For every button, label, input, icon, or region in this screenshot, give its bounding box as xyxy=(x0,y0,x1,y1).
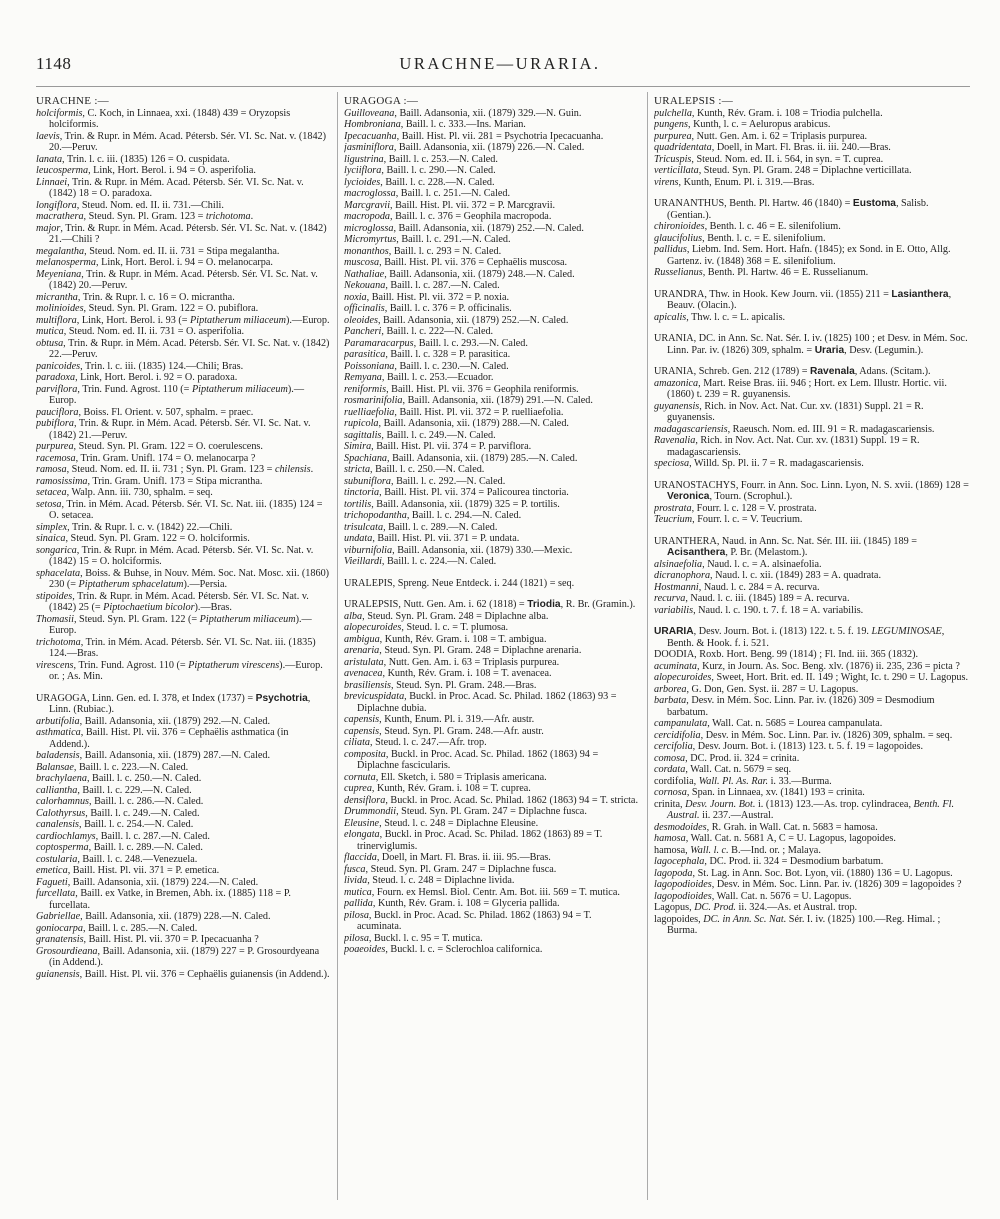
dictionary-entry: pungens, Kunth, l. c. = Aeluropus arabicus. xyxy=(654,119,831,130)
dictionary-entry: goniocarpa, Baill. l. c. 285.—N. Caled. xyxy=(36,922,198,934)
dictionary-entry: macropoda, Baill. l. c. 376 = Geophila macropoda. xyxy=(344,211,552,222)
dictionary-entry: apicalis, Thw. l. c. = L. apicalis. xyxy=(654,311,786,323)
dictionary-entry: Russelianus, Benth. Pl. Hartw. 46 = E. Russelianum. xyxy=(654,267,869,278)
dictionary-entry: mutica, Steud. Nom. ed. II. ii. 731 = O. asperifolia. xyxy=(36,326,245,337)
dictionary-entry: ciliata, Steud. l. c. 247.—Afr. trop. xyxy=(344,737,487,748)
dictionary-entry: pallidus, Liebm. Ind. Sem. Hort. Hafn. (1845); ex Sond. in E. Otto, Allg. Gartenz. iv. (1848) 368 = E. silenifolium. xyxy=(654,244,951,267)
dictionary-entry: hamosa, Wall. l. c. B.—Ind. or. ; Malaya. xyxy=(654,844,821,856)
dictionary-entry: purpurea, Nutt. Gen. Am. i. 62 = Triplasis purpurea. xyxy=(654,130,868,142)
dictionary-entry: Gabriellae, Baill. Adansonia, xii. (1879) 228.—N. Caled. xyxy=(36,911,271,922)
dictionary-entry: Tricuspis, Steud. Nom. ed. II. i. 564, in syn. = T. cuprea. xyxy=(654,153,884,165)
dictionary-entry: tinctoria, Baill. Hist. Pl. vii. 374 = Palicourea tinctoria. xyxy=(344,487,569,498)
dictionary-entry: multiflora, Link, Hort. Berol. i. 93 (= Piptatherum miliaceum).—Europ. xyxy=(36,314,330,326)
dictionary-entry: Vieillardi, Baill. l. c. 224.—N. Caled. xyxy=(344,556,497,567)
dictionary-entry: Paramaracarpus, Baill. l. c. 293.—N. Caled. xyxy=(344,337,528,349)
dictionary-entry: URANANTHUS, Benth. Pl. Hartw. 46 (1840) = Eustoma, Salisb. (Gentian.). xyxy=(654,198,929,221)
dictionary-entry: Balansae, Baill. l. c. 223.—N. Caled. xyxy=(36,761,189,773)
dictionary-entry: barbata, Desv. in Mém. Soc. Linn. Par. iv. (1826) 309 = Desmodium barbatum. xyxy=(654,695,935,718)
dictionary-entry: longiflora, Steud. Nom. ed. II. ii. 731.—Chili. xyxy=(36,199,224,211)
header-rule xyxy=(36,86,970,87)
entry-spacer xyxy=(344,568,638,578)
running-title: URACHNE—URARIA. xyxy=(399,54,601,73)
dictionary-entry: ruelliaefolia, Baill. Hist. Pl. vii. 372 = P. ruelliaefolia. xyxy=(344,406,564,418)
dictionary-entry: URALEPIS, Spreng. Neue Entdeck. i. 244 (1821) = seq. xyxy=(344,577,575,589)
dictionary-entry: Ravenalia, Rich. in Nov. Act. Nat. Cur. xv. (1831) Suppl. 19 = R. madagascariensis. xyxy=(654,435,920,458)
dictionary-entry: asthmatica, Baill. Hist. Pl. vii. 376 = Cephaëlis asthmatica (in Addend.). xyxy=(36,727,289,750)
dictionary-entry: Thomasii, Steud. Syn. Pl. Gram. 122 (= Piptatherum miliaceum).—Europ. xyxy=(36,613,312,636)
dictionary-entry: jasminiflora, Baill. Adansonia, xii. (1879) 226.—N. Caled. xyxy=(344,142,585,153)
dictionary-entry: reniformis, Baill. Hist. Pl. vii. 376 = Geophila reniformis. xyxy=(344,383,579,395)
dictionary-entry: flaccida, Doell, in Mart. Fl. Bras. ii. iii. 95.—Bras. xyxy=(344,852,551,863)
dictionary-entry: noxia, Baill. Hist. Pl. vii. 372 = P. noxia. xyxy=(344,291,510,303)
dictionary-entry: racemosa, Trin. Gram. Unifl. 174 = O. melanocarpa ? xyxy=(36,452,256,464)
dictionary-entry: paradoxa, Link, Hort. Berol. i. 92 = O. paradoxa. xyxy=(36,372,238,383)
continued-genus-heading: URAGOGA :— xyxy=(344,96,419,107)
dictionary-entry: macroglossa, Baill. l. c. 251.—N. Caled. xyxy=(344,188,511,199)
dictionary-entry: microglossa, Baill. Adansonia, xii. (1879) 252.—N. Caled. xyxy=(344,222,584,234)
dictionary-entry: URANIA, Schreb. Gen. 212 (1789) = Ravenala, Adans. (Scitam.). xyxy=(654,366,931,377)
dictionary-entry: ambigua, Kunth, Rév. Gram. i. 108 = T. ambigua. xyxy=(344,633,547,645)
column-2 xyxy=(344,96,638,1206)
dictionary-entry: cuprea, Kunth, Rév. Gram. i. 108 = T. cuprea. xyxy=(344,783,531,794)
dictionary-entry: ramosa, Steud. Nom. ed. II. ii. 731 ; Syn. Pl. Gram. 123 = chilensis. xyxy=(36,464,314,475)
dictionary-entry: obtusa, Trin. & Rupr. in Mém. Acad. Pétersb. Sér. VI. Sc. Nat. v. (1842) 22.—Peruv. xyxy=(36,337,330,360)
dictionary-entry: livida, Steud. l. c. 248 = Diplachne livida. xyxy=(344,875,515,886)
dictionary-entry: lagopoides, DC. in Ann. Sc. Nat. Sér. I. iv. (1825) 100.—Reg. Himal. ; Burma. xyxy=(654,913,941,936)
dictionary-entry: trichopodantha, Baill. l. c. 294.—N. Caled. xyxy=(344,510,522,521)
entry-spacer xyxy=(344,589,638,599)
dictionary-entry: monanthos, Baill. l. c. 293 = N. Caled. xyxy=(344,245,502,257)
dictionary-entry: alopecuroides, Sweet, Hort. Brit. ed. II. 149 ; Wight, Ic. t. 290 = U. Lagopus. xyxy=(654,672,969,683)
dictionary-entry: Poissoniana, Baill. l. c. 230.—N. Caled. xyxy=(344,360,509,372)
dictionary-entry: melanosperma, Link, Hort. Berol. i. 94 = O. melanocarpa. xyxy=(36,257,273,268)
dictionary-entry: aristulata, Nutt. Gen. Am. i. 63 = Triplasis purpurea. xyxy=(344,656,560,668)
dictionary-entry: arenaria, Steud. Syn. Pl. Gram. 248 = Diplachne arenaria. xyxy=(344,645,582,656)
dictionary-entry: tortilis, Baill. Adansonia, xii. (1879) 325 = P. tortilis. xyxy=(344,498,560,510)
dictionary-entry: emetica, Baill. Hist. Pl. vii. 371 = P. emetica. xyxy=(36,865,220,876)
dictionary-entry: sagittalis, Baill. l. c. 249.—N. Caled. xyxy=(344,429,496,441)
dictionary-entry: capensis, Steud. Syn. Pl. Gram. 248.—Afr. austr. xyxy=(344,725,544,737)
dictionary-entry: muscosa, Baill. Hist. Pl. vii. 376 = Cephaëlis muscosa. xyxy=(344,257,568,268)
column-divider xyxy=(337,92,338,1200)
dictionary-entry: subuniflora, Baill. l. c. 292.—N. Caled. xyxy=(344,475,506,487)
dictionary-entry: hamosa, Wall. Cat. n. 5681 A, C = U. Lagopus, lagopoides. xyxy=(654,833,896,844)
dictionary-entry: brachylaena, Baill. l. c. 250.—N. Caled. xyxy=(36,773,202,784)
dictionary-entry: guianensis, Baill. Hist. Pl. vii. 376 = Cephaëlis guianensis (in Addend.). xyxy=(36,968,330,980)
dictionary-entry: brasiliensis, Steud. Syn. Pl. Gram. 248.—Bras. xyxy=(344,679,537,691)
dictionary-entry: cercidifolia, Desv. in Mém. Soc. Linn. Par. iv. (1826) 309, sphalm. = seq. xyxy=(654,729,953,741)
dictionary-entry: Nekouana, Baill. l. c. 287.—N. Caled. xyxy=(344,280,500,291)
dictionary-entry: URAGOGA, Linn. Gen. ed. I. 378, et Index (1737) = Psychotria, Linn. (Rubiac.). xyxy=(36,692,311,715)
dictionary-entry: Micromyrtus, Baill. l. c. 291.—N. Caled. xyxy=(344,234,511,245)
dictionary-entry: alba, Steud. Syn. Pl. Gram. 248 = Diplachne alba. xyxy=(344,610,549,622)
dictionary-entry: cercifolia, Desv. Journ. Bot. i. (1813) 123. t. 5. f. 19 = lagopoides. xyxy=(654,741,923,752)
dictionary-entry: Guilloveana, Baill. Adansonia, xii. (1879) 329.—N. Guin. xyxy=(344,107,582,119)
dictionary-entry: rosmarinifolia, Baill. Adansonia, xii. (1879) 291.—N. Caled. xyxy=(344,395,593,406)
dictionary-entry: lagopodioides, Wall. Cat. n. 5676 = U. Lagopus. xyxy=(654,890,852,902)
dictionary-entry: undata, Baill. Hist. Pl. vii. 371 = P. undata. xyxy=(344,533,520,544)
continued-genus-heading: URALEPSIS :— xyxy=(654,96,734,107)
dictionary-entry: Simira, Baill. Hist. Pl. vii. 374 = P. parviflora. xyxy=(344,441,532,452)
dictionary-entry: micrantha, Trin. & Rupr. l. c. 16 = O. micrantha. xyxy=(36,291,235,303)
dictionary-entry: pauciflora, Boiss. Fl. Orient. v. 507, sphalm. = praec. xyxy=(36,406,254,418)
dictionary-entry: calliantha, Baill. l. c. 229.—N. Caled. xyxy=(36,784,192,796)
dictionary-entry: densiflora, Buckl. in Proc. Acad. Sc. Philad. 1862 (1863) 94 = T. stricta. xyxy=(344,794,638,806)
dictionary-entry: stricta, Baill. l. c. 250.—N. Caled. xyxy=(344,464,485,475)
dictionary-entry: verticillata, Steud. Syn. Pl. Gram. 248 = Diplachne verticillata. xyxy=(654,165,912,176)
page-number: 1148 xyxy=(36,54,72,73)
dictionary-entry: stipoides, Trin. & Rupr. in Mém. Acad. Pétersb. Sér. VI. Sc. Nat. v. (1842) 25 (= Piptochaetium bicolor).—Bras. xyxy=(36,590,309,613)
dictionary-entry: elongata, Buckl. in Proc. Acad. Sc. Philad. 1862 (1863) 89 = T. trinerviglumis. xyxy=(344,829,603,852)
dictionary-entry: glaucifolius, Benth. l. c. = E. silenifolium. xyxy=(654,232,826,244)
dictionary-entry: acuminata, Kurz, in Journ. As. Soc. Beng. xlv. (1876) ii. 235, 236 = picta ? xyxy=(654,660,960,672)
dictionary-entry: avenacea, Kunth, Rév. Gram. i. 108 = T. avenacea. xyxy=(344,668,552,679)
entry-spacer xyxy=(654,279,972,289)
dictionary-entry: cornosa, Span. in Linnaea, xv. (1841) 193 = crinita. xyxy=(654,787,865,798)
dictionary-entry: costularia, Baill. l. c. 248.—Venezuela. xyxy=(36,853,198,865)
dictionary-entry: Lagopus, DC. Prod. ii. 324.—As. et Austral. trop. xyxy=(654,902,858,913)
dictionary-entry: simplex, Trin. & Rupr. l. c. v. (1842) 22.—Chili. xyxy=(36,521,233,533)
dictionary-entry: arborea, G. Don, Gen. Syst. ii. 287 = U. Lagopus. xyxy=(654,683,859,695)
dictionary-entry: chironioides, Benth. l. c. 46 = E. silenifolium. xyxy=(654,221,841,232)
dictionary-entry: cornuta, Ell. Sketch, i. 580 = Triplasis americana. xyxy=(344,771,547,783)
dictionary-entry: Fagueti, Baill. Adansonia, xii. (1879) 224.—N. Caled. xyxy=(36,876,259,888)
dictionary-entry: DOODIA, Roxb. Hort. Beng. 99 (1814) ; Fl. Ind. iii. 365 (1832). xyxy=(654,649,919,660)
entry-spacer xyxy=(654,356,972,366)
dictionary-entry: songarica, Trin. & Rupr. in Mém. Acad. Pétersb. Sér. VI. Sc. Nat. v. (1842) 15 = O. holciformis. xyxy=(36,544,314,567)
dictionary-entry: pilosa, Buckl. l. c. 95 = T. mutica. xyxy=(344,932,483,944)
dictionary-entry: setacea, Walp. Ann. iii. 730, sphalm. = seq. xyxy=(36,487,213,498)
dictionary-entry: URANDRA, Thw. in Hook. Kew Journ. vii. (1855) 211 = Lasianthera, Beauv. (Olacin.). xyxy=(654,288,952,311)
dictionary-entry: URALEPSIS, Nutt. Gen. Am. i. 62 (1818) = Triodia, R. Br. (Gramin.). xyxy=(344,599,636,610)
dictionary-entry: URANIA, DC. in Ann. Sc. Nat. Sér. I. iv. (1825) 100 ; et Desv. in Mém. Soc. Linn. Par. iv. (1826) 309, sphalm. = Uraria, Desv. (Legumin.). xyxy=(654,333,968,356)
dictionary-entry: ligustrina, Baill. l. c. 253.—N. Caled. xyxy=(344,153,498,165)
dictionary-entry: alopecuroides, Steud. l. c. = T. plumosa. xyxy=(344,622,509,633)
entry-spacer xyxy=(654,526,972,536)
dictionary-entry: granatensis, Baill. Hist. Pl. vii. 370 = P. Ipecacuanha ? xyxy=(36,934,259,945)
dictionary-entry: URANTHERA, Naud. in Ann. Sc. Nat. Sér. III. iii. (1845) 189 = Acisanthera, P. Br. (Melastom.). xyxy=(654,535,917,558)
dictionary-entry: major, Trin. & Rupr. in Mém. Acad. Pétersb. Sér. VI. Sc. Nat. v. (1842) 21.—Chili ? xyxy=(36,222,327,245)
dictionary-entry: oleoides, Baill. Adansonia, xii. (1879) 252.—N. Caled. xyxy=(344,314,569,326)
dictionary-entry: Hostmanni, Naud. l. c. 284 = A. recurva. xyxy=(654,581,820,593)
dictionary-entry: Teucrium, Fourr. l. c. = V. Teucrium. xyxy=(654,514,803,525)
dictionary-entry: dicranophora, Naud. l. c. xii. (1849) 283 = A. quadrata. xyxy=(654,570,882,581)
dictionary-entry: pulchella, Kunth, Rév. Gram. i. 108 = Triodia pulchella. xyxy=(654,107,883,119)
dictionary-entry: recurva, Naud. l. c. iii. (1845) 189 = A. recurva. xyxy=(654,593,850,604)
dictionary-entry: sphacelata, Boiss. & Buhse, in Nouv. Mém. Soc. Nat. Mosc. xii. (1860) 230 (= Piptatherum sphacelatum).—Persia. xyxy=(36,567,330,590)
dictionary-entry: Eleusine, Steud. l. c. 248 = Diplachne Eleusine. xyxy=(344,817,539,829)
dictionary-entry: sinaica, Steud. Syn. Pl. Gram. 122 = O. holciformis. xyxy=(36,533,250,544)
dictionary-entry: lycioides, Baill. l. c. 228.—N. Caled. xyxy=(344,176,495,188)
dictionary-entry: pallida, Kunth, Rév. Gram. i. 108 = Glyceria pallida. xyxy=(344,898,560,909)
dictionary-entry: rupicola, Baill. Adansonia, xii. (1879) 288.—N. Caled. xyxy=(344,418,569,429)
dictionary-entry: Linnaei, Trin. & Rupr. in Mém. Acad. Pétersb. Sér. VI. Sc. Nat. v. (1842) 18 = O. paradoxa. xyxy=(36,176,304,199)
dictionary-entry: Marcgravii, Baill. Hist. Pl. vii. 372 = P. Marcgravii. xyxy=(344,199,556,211)
dictionary-entry: madagascariensis, Raeusch. Nom. ed. III. 91 = R. madagascariensis. xyxy=(654,423,935,435)
dictionary-entry: Pancheri, Baill. l. c. 222—N. Caled. xyxy=(344,326,494,337)
dictionary-entry: setosa, Trin. in Mém. Acad. Pétersb. Sér. VI. Sc. Nat. iii. (1835) 124 = O. setacea. xyxy=(36,498,323,521)
dictionary-entry: lanata, Trin. l. c. iii. (1835) 126 = O. cuspidata. xyxy=(36,153,230,165)
dictionary-entry: parasitica, Baill. l. c. 328 = P. parasitica. xyxy=(344,349,511,360)
dictionary-entry: pilosa, Buckl. in Proc. Acad. Sc. Philad. 1862 (1863) 94 = T. acuminata. xyxy=(344,909,592,932)
dictionary-entry: purpurea, Steud. Syn. Pl. Gram. 122 = O. coerulescens. xyxy=(36,441,263,452)
page-header xyxy=(0,54,1000,80)
dictionary-entry: quadridentata, Doell, in Mart. Fl. Bras. ii. iii. 240.—Bras. xyxy=(654,142,891,153)
dictionary-entry: alsinaefolia, Naud. l. c. = A. alsinaefolia. xyxy=(654,558,822,570)
dictionary-entry: lagopoda, St. Lag. in Ann. Soc. Bot. Lyon, vii. (1880) 136 = U. Lagopus. xyxy=(654,867,953,879)
dictionary-entry: laevis, Trin. & Rupr. in Mém. Acad. Pétersb. Sér. VI. Sc. Nat. v. (1842) 20.—Peruv. xyxy=(36,130,327,153)
dictionary-entry: desmodoides, R. Grah. in Wall. Cat. n. 5683 = hamosa. xyxy=(654,821,878,833)
dictionary-entry: lyciiflora, Baill. l. c. 290.—N. Caled. xyxy=(344,165,496,176)
dictionary-entry: arbutifolia, Baill. Adansonia, xii. (1879) 292.—N. Caled. xyxy=(36,715,271,727)
dictionary-entry: officinalis, Baill. l. c. 376 = P. officinalis. xyxy=(344,303,512,314)
entry-spacer xyxy=(36,683,330,693)
dictionary-entry: poaeoides, Buckl. l. c. = Sclerochloa californica. xyxy=(344,944,543,955)
dictionary-entry: lagocephala, DC. Prod. ii. 324 = Desmodium barbatum. xyxy=(654,856,884,867)
column-1 xyxy=(36,96,330,1206)
dictionary-entry: pubiflora, Trin. & Rupr. in Mém. Acad. Pétersb. Sér. VI. Sc. Nat. v. (1842) 21.—Peruv. xyxy=(36,418,311,441)
dictionary-entry: calorhamnus, Baill. l. c. 286.—N. Caled. xyxy=(36,796,204,807)
dictionary-entry: amazonica, Mart. Reise Bras. iii. 946 ; Hort. ex Lem. Illustr. Hortic. vii. (1860) t. 239 = R. guyanensis. xyxy=(654,377,947,400)
dictionary-entry: cordifolia, Wall. Pl. As. Rar. i. 33.—Burma. xyxy=(654,775,832,787)
dictionary-entry: canalensis, Baill. l. c. 254.—N. Caled. xyxy=(36,819,194,830)
dictionary-entry: comosa, DC. Prod. ii. 324 = crinita. xyxy=(654,752,800,764)
dictionary-entry: guyanensis, Rich. in Nov. Act. Nat. Cur. xv. (1831) Suppl. 21 = R. guyanensis. xyxy=(654,400,924,423)
entry-spacer xyxy=(654,470,972,480)
dictionary-entry: ramosissima, Trin. Gram. Unifl. 173 = Stipa micrantha. xyxy=(36,475,263,487)
dictionary-entry: lagopodioides, Desv. in Mém. Soc. Linn. Par. iv. (1826) 309 = lagopoides ? xyxy=(654,879,962,890)
entry-spacer xyxy=(654,188,972,198)
column-divider xyxy=(647,92,648,1200)
dictionary-entry: composita, Buckl. in Proc. Acad. Sc. Philad. 1862 (1863) 94 = Diplachne fascicularis. xyxy=(344,748,599,771)
dictionary-entry: variabilis, Naud. l. c. 190. t. 7. f. 18 = A. variabilis. xyxy=(654,604,864,616)
dictionary-entry: brevicuspidata, Buckl. in Proc. Acad. Sc. Philad. 1862 (1863) 93 = Diplachne dubia. xyxy=(344,691,617,714)
dictionary-entry: panicoides, Trin. l. c. iii. (1835) 124.—Chili; Bras. xyxy=(36,360,244,372)
dictionary-entry: macrathera, Steud. Syn. Pl. Gram. 123 = trichotoma. xyxy=(36,211,254,222)
dictionary-entry: crinita, Desv. Journ. Bot. i. (1813) 123.—As. trop. cylindracea, Benth. Fl. Austral. ii. 237.—Austral. xyxy=(654,798,955,821)
dictionary-entry: capensis, Kunth, Enum. Pl. i. 319.—Afr. austr. xyxy=(344,714,535,725)
dictionary-entry: Drummondii, Steud. Syn. Pl. Gram. 247 = Diplachne fusca. xyxy=(344,806,587,817)
dictionary-entry: URANOSTACHYS, Fourr. in Ann. Soc. Linn. Lyon, N. S. xvii. (1869) 128 = Veronica, Tourn. (Scrophul.). xyxy=(654,479,969,502)
entry-spacer xyxy=(654,616,972,626)
dictionary-entry: viburnifolia, Baill. Adansonia, xii. (1879) 330.—Mexic. xyxy=(344,544,573,556)
dictionary-entry: trisulcata, Baill. l. c. 289.—N. Caled. xyxy=(344,521,498,533)
dictionary-entry: campanulata, Wall. Cat. n. 5685 = Lourea campanulata. xyxy=(654,718,883,729)
dictionary-entry: trichotoma, Trin. in Mém. Acad. Pétersb. Sér. VI. Sc. Nat. iii. (1835) 124.—Bras. xyxy=(36,636,316,659)
dictionary-entry: baladensis, Baill. Adansonia, xii. (1879) 287.—N. Caled. xyxy=(36,750,271,761)
dictionary-entry: Hombroniana, Baill. l. c. 333.—Ins. Marian. xyxy=(344,119,526,130)
dictionary-entry: Nathaliae, Baill. Adansonia, xii. (1879) 248.—N. Caled. xyxy=(344,268,575,280)
dictionary-entry: prostrata, Fourr. l. c. 128 = V. prostrata. xyxy=(654,502,817,514)
dictionary-entry: Calothyrsus, Baill. l. c. 249.—N. Caled. xyxy=(36,807,200,819)
dictionary-entry: mutica, Fourn. ex Hemsl. Biol. Centr. Am. Bot. iii. 569 = T. mutica. xyxy=(344,886,620,898)
dictionary-entry: cordata, Wall. Cat. n. 5679 = seq. xyxy=(654,764,792,775)
dictionary-entry: cardiochlamys, Baill. l. c. 287.—N. Caled. xyxy=(36,830,210,842)
entry-spacer xyxy=(654,323,972,333)
continued-genus-heading: URACHNE :— xyxy=(36,96,109,107)
dictionary-entry: fusca, Steud. Syn. Pl. Gram. 247 = Diplachne fusca. xyxy=(344,863,557,875)
dictionary-entry: speciosa, Willd. Sp. Pl. ii. 7 = R. madagascariensis. xyxy=(654,458,864,469)
dictionary-entry: Spachiana, Baill. Adansonia, xii. (1879) 285.—N. Caled. xyxy=(344,452,578,464)
dictionary-entry: virens, Kunth, Enum. Pl. i. 319.—Bras. xyxy=(654,176,815,188)
dictionary-entry: Ipecacuanha, Baill. Hist. Pl. vii. 281 = Psychotria Ipecacuanha. xyxy=(344,130,604,142)
dictionary-entry: leucosperma, Link, Hort. Berol. i. 94 = O. asperifolia. xyxy=(36,165,256,176)
dictionary-entry: Grosourdieana, Baill. Adansonia, xii. (1879) 227 = P. Grosourdyeana (in Addend.). xyxy=(36,945,320,968)
column-3 xyxy=(654,96,972,1206)
dictionary-entry: virescens, Trin. Fund. Agrost. 110 (= Piptatherum virescens).—Europ. or. ; As. Min. xyxy=(36,659,323,682)
dictionary-entry: megalantha, Steud. Nom. ed. II. ii. 731 = Stipa megalantha. xyxy=(36,245,280,257)
dictionary-entry: holciformis, C. Koch, in Linnaea, xxi. (1848) 439 = Oryzopsis holciformis. xyxy=(36,107,291,130)
dictionary-entry: parviflora, Trin. Fund. Agrost. 110 (= Piptatherum miliaceum).—Europ. xyxy=(36,383,305,406)
dictionary-entry: Remyana, Baill. l. c. 253.—Ecuador. xyxy=(344,372,494,383)
dictionary-entry: furcellata, Baill. ex Vatke, in Bremen, Abh. ix. (1885) 118 = P. furcellata. xyxy=(36,888,291,911)
dictionary-entry: Meyeniana, Trin. & Rupr. in Mém. Acad. Pétersb. Sér. VI. Sc. Nat. v. (1842) 20.—Peruv. xyxy=(36,268,318,291)
dictionary-entry: coptosperma, Baill. l. c. 289.—N. Caled. xyxy=(36,842,203,853)
dictionary-entry: URARIA, Desv. Journ. Bot. i. (1813) 122. t. 5. f. 19. LEGUMINOSAE, Benth. & Hook. f. i. 521. xyxy=(654,626,945,649)
dictionary-entry: molinioides, Steud. Syn. Pl. Gram. 122 = O. pubiflora. xyxy=(36,303,259,314)
